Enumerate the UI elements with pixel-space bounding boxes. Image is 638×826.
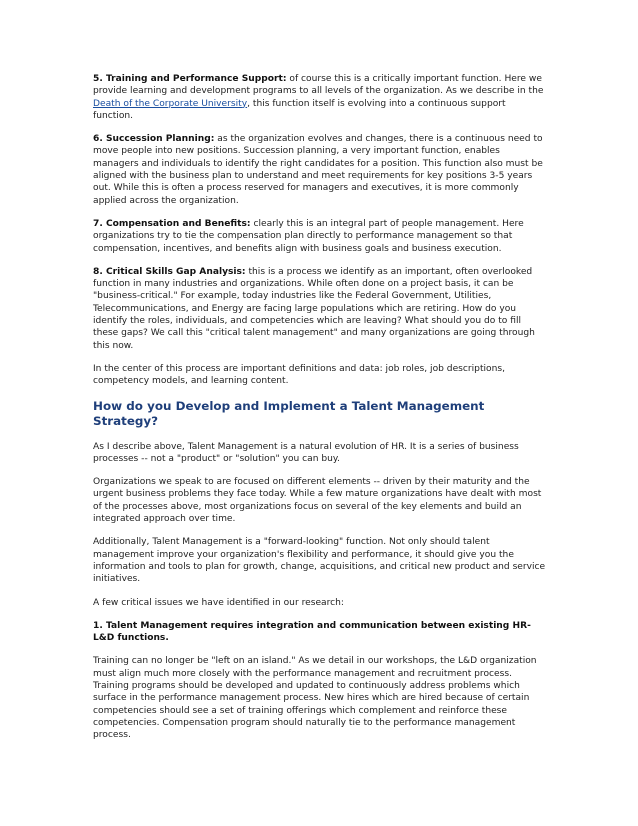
section-critical-skills-gap (93, 266, 548, 352)
issue-heading-text: 1. Talent Management requires integration and communication between existing HR-L&D functions. (93, 620, 531, 644)
section-text: , this function itself is evolving into a continuous support function. (93, 98, 506, 121)
center-of-process-paragraph: In the center of this process are important definitions and data: job roles, job descriptions, competency models, and learning content. (93, 363, 505, 387)
strategy-heading: How do you Develop and Implement a Talent Management Strategy? (93, 398, 485, 428)
section-text: of course this is a critically important function. Here we provide learning and development programs to all levels of the organization. As we describe in the (93, 74, 544, 97)
issue-1-text: Training can no longer be "left on an island." As we detail in our workshops, the L&D organization must align much more closely with the performance management and recruitment process. Training programs should be developed and updated to continuously address problems which surface in the performance management process. New hires which are hired because of certain competencies should see a set of training offerings which complement and reinforce these competencies. Compensation program should naturally tie to the performance management process. (93, 656, 537, 741)
paragraph-forward-looking: Additionally, Talent Management is a "forward-looking" function. Not only should talent management improve your organization's flexibility and performance, it should give you the information and tools to plan for growth, change, acquisitions, and critical new product and service initiatives. (93, 537, 546, 585)
issue-1-heading (93, 620, 548, 645)
section-training-performance-support (93, 73, 548, 122)
section-text: as the organization evolves and changes, there is a continuous need to move people into new positions. Succession planning, a very important function, enables managers and individuals to identify the right candidates for a position. This function also must be aligned with the business plan to understand and meet requirements for key positions 3-5 years out. While this is often a process reserved for managers and executives, it is more commonly applied across the organization. (93, 134, 543, 206)
section-succession-planning (93, 133, 548, 207)
paragraph-natural-evolution: As I describe above, Talent Management is a natural evolution of HR. It is a series of business processes -- not a "product" or "solution" you can buy. (93, 441, 519, 464)
section-compensation-benefits (93, 218, 548, 255)
paragraph-organizations-focus: Organizations we speak to are focused on different elements -- driven by their maturity and the urgent business problems they face today. While a few mature organizations have dealt with most of the processes above, most organizations focus on several of the key elements and build an integrated approach over time. (93, 477, 542, 525)
section-heading: 7. Compensation and Benefits: (93, 218, 251, 229)
section-heading: 6. Succession Planning: (93, 134, 215, 145)
section-heading: 8. Critical Skills Gap Analysis: (93, 266, 246, 277)
document-page (93, 73, 548, 752)
death-of-corporate-university-link[interactable]: Death of the Corporate University (93, 98, 248, 109)
paragraph-critical-issues-intro: A few critical issues we have identified in our research: (93, 597, 344, 608)
section-text: clearly this is an integral part of people management. Here organizations try to tie the compensation plan directly to performance management so that compensation, incentives, and benefits align with business goals and business execution. (93, 218, 524, 254)
section-text: this is a process we identify as an important, often overlooked function in many industries and organizations. While often done on a project basis, it can be "business-critical." For example, today industries like the Federal Government, Utilities, Telecommunications, and Energy are facing large populations which are retiring. How do you identify the roles, individuals, and competencies which are leaving? What should you do to fill these gaps? We call this "critical talent management" and many organizations are going through this now. (93, 266, 535, 351)
section-heading: 5. Training and Performance Support: (93, 74, 287, 84)
